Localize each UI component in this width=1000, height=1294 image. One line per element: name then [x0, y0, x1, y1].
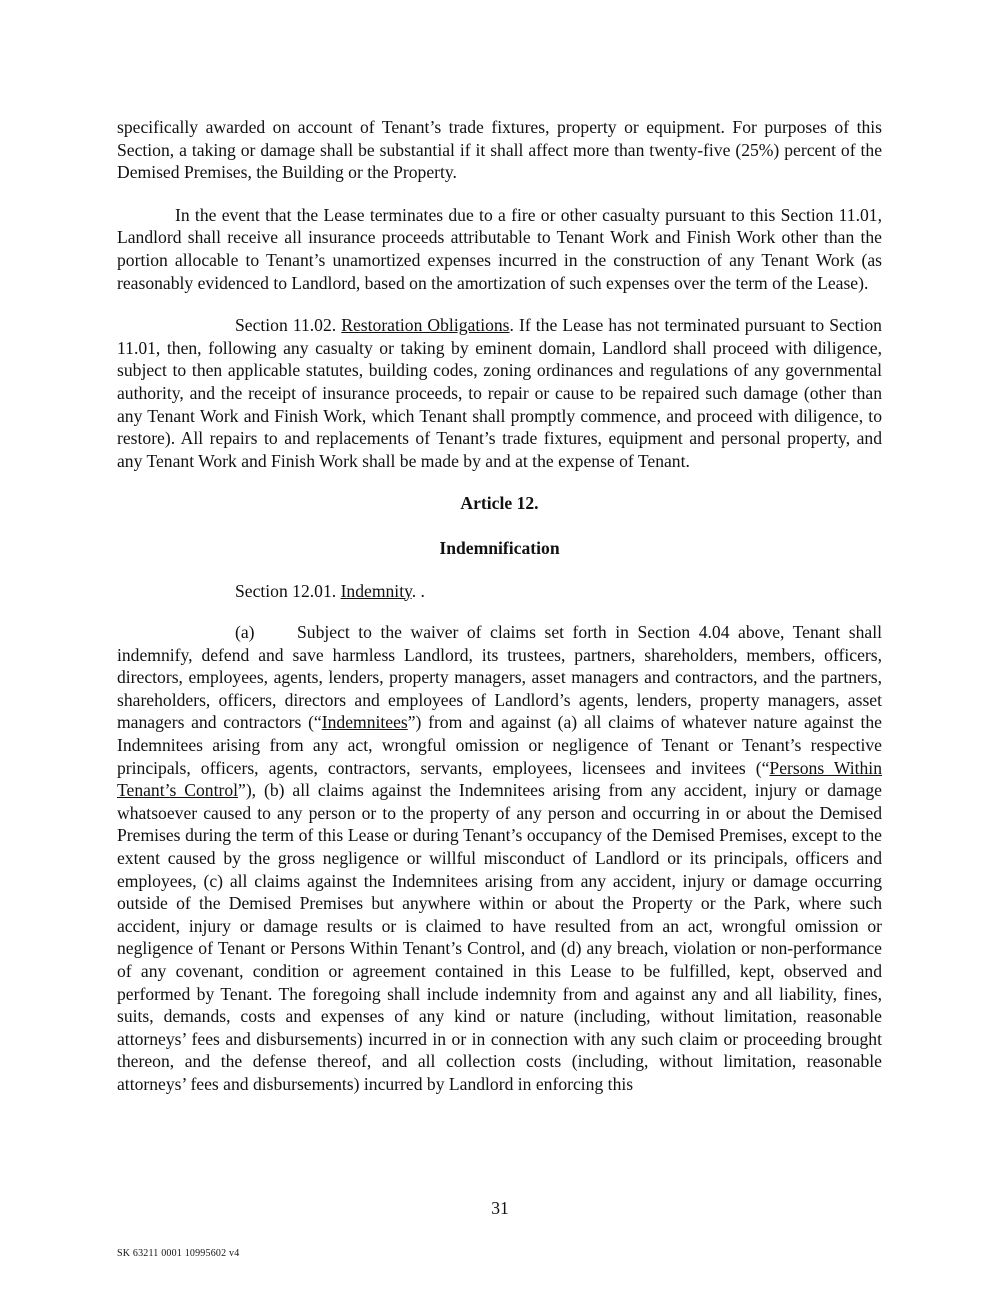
section-number: Section 12.01. — [235, 580, 337, 601]
section-number: Section 11.02. — [235, 315, 337, 336]
paragraph-text: ”) from and against (a) all claims of whatever nature against the Indemnitees arising from any act, wrongful omission or negligence of Tenant or Tenant’s respective principals, officers, agents, contractors, servants, employees, licensees and invitees (“ — [117, 712, 882, 778]
paragraph-text: Subject to the waiver of claims set forth in Section 4.04 above, Tenant shall indemnify, defend and save harmless Landlord, its trustees, partners, shareholders, members, officers, directors, employees, agents, lenders, property managers, asset managers and contractors, and the partners, shareholders, officers, directors and employees of Landlord’s agents, lenders, property managers, asset managers and contractors (“ — [117, 622, 882, 733]
paragraph-a-indemnity — [117, 621, 882, 1095]
article-heading: Article 12. — [460, 493, 539, 514]
section-body: . If the Lease has not terminated pursuant to Section 11.01, then, following any casualty or taking by eminent domain, Landlord shall proceed with diligence, subject to then applicable statutes, building codes, zoning ordinances and regulations of any governmental authority, and the receipt of insurance proceeds, to repair or cause to be repaired such damage (other than any Tenant Work and Finish Work, which Tenant shall promptly commence, and proceed with diligence, to restore). All repairs to and replacements of Tenant’s trade fixtures, equipment and personal property, and any Tenant Work and Finish Work shall be made by and at the expense of Tenant. — [117, 315, 882, 471]
paragraph-text: ”), (b) all claims against the Indemnitees arising from any accident, injury or damage whatsoever caused to any person or to the property of any person and occurring in or about the Demised Premises during the term of this Lease or during Tenant’s occupancy of the Demised Premises, except to the extent caused by the gross negligence or willful misconduct of Landlord or its principals, officers and employees, (c) all claims against the Indemnitees arising from any accident, injury or damage occurring outside of the Demised Premises but anywhere within or about the Property or the Park, where such accident, injury or damage results or is claimed to have resulted from an act, wrongful omission or negligence of Tenant or Persons Within Tenant’s Control, and (d) any breach, violation or non-performance of any covenant, condition or agreement contained in this Lease to be fulfilled, kept, observed and performed by Tenant. The foregoing shall include indemnity from and against any and all liability, fines, suits, demands, costs and expenses of any kind or nature (including, without limitation, reasonable attorneys’ fees and disbursements) incurred in or in connection with any such claim or proceeding brought thereon, and the defense thereof, and all collection costs (including, without limitation, reasonable attorneys’ fees and disbursements) incurred by Landlord in enforcing this — [117, 780, 882, 1094]
page-number: 31 — [491, 1198, 509, 1218]
article-title: Indemnification — [439, 537, 560, 558]
section-11-02 — [117, 314, 882, 472]
section-trailing: . . — [411, 580, 425, 601]
document-id-footer: SK 63211 0001 10995602 v4 — [117, 1248, 240, 1259]
paragraph-label: (a) — [235, 622, 255, 643]
defined-term-persons-within-tenants-control: Persons Within Tenant’s Control — [117, 757, 882, 801]
section-12-01 — [117, 580, 882, 603]
paragraph-insurance-proceeds: In the event that the Lease terminates due to a fire or other casualty pursuant to this Section 11.01, Landlord shall receive all insurance proceeds attributable to Tenant Work and Finish Work other than the portion allocable to Tenant’s unamortized expenses incurred in the construction of any Tenant Work (as reasonably evidenced to Landlord, based on the amortization of such expenses over the term of the Lease). — [117, 204, 882, 293]
section-title: Restoration Obligations — [341, 315, 510, 336]
section-title: Indemnity — [340, 580, 412, 601]
document-page — [117, 116, 882, 1096]
defined-term-indemnitees: Indemnitees — [321, 712, 408, 733]
paragraph-taking-substantial: specifically awarded on account of Tenant’s trade fixtures, property or equipment. For purposes of this Section, a taking or damage shall be substantial if it shall affect more than twenty-five (25%) percent of the Demised Premises, the Building or the Property. — [117, 117, 882, 183]
